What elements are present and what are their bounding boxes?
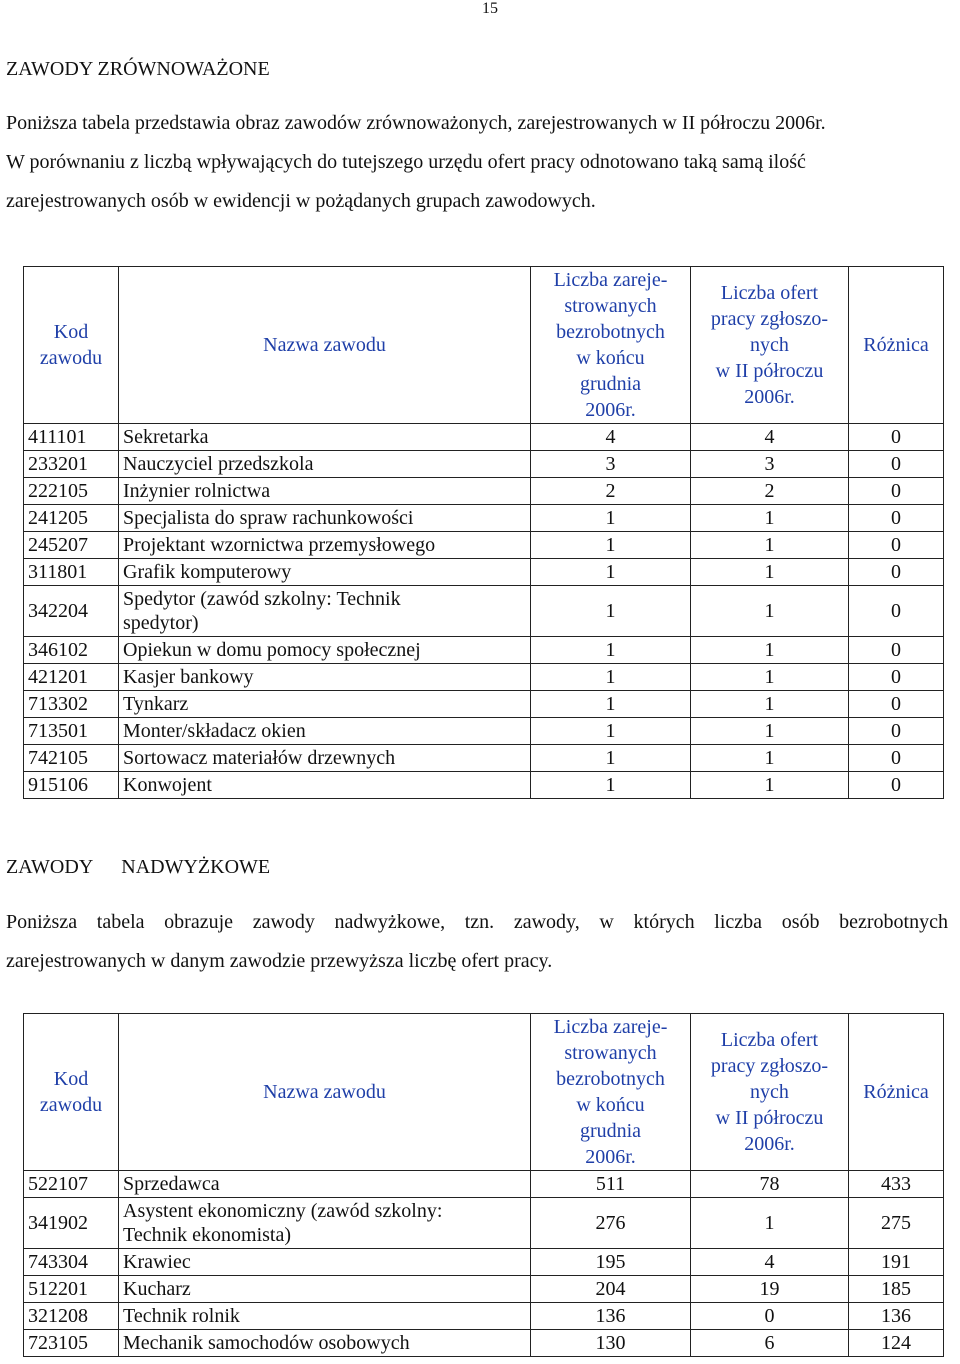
profession-name-line: Mechanik samochodów osobowych — [123, 1332, 410, 1354]
difference-value: 0 — [849, 478, 944, 505]
table-row — [24, 772, 944, 799]
intro-line: Poniższa tabela przedstawia obraz zawodów zrównoważonych, zarejestrowanych w II półroczu 2006r. — [6, 112, 826, 134]
registered-count: 195 — [531, 1249, 691, 1276]
offers-count: 3 — [691, 451, 849, 478]
registered-count: 1 — [531, 772, 691, 799]
section-heading-surplus — [6, 856, 270, 879]
header-offers: Liczba ofert pracy zgłoszo- nych w II półroczu 2006r. — [691, 267, 849, 424]
offers-count: 1 — [691, 745, 849, 772]
profession-name-line: Technik ekonomista) — [123, 1224, 291, 1246]
balanced-intro — [6, 104, 948, 221]
difference-value: 0 — [849, 664, 944, 691]
offers-count: 0 — [691, 1303, 849, 1330]
difference-value: 0 — [849, 745, 944, 772]
profession-name-line: Krawiec — [123, 1251, 191, 1273]
profession-name-line: Spedytor (zawód szkolny: Technik — [123, 588, 401, 610]
difference-value: 0 — [849, 559, 944, 586]
offers-count: 78 — [691, 1171, 849, 1198]
registered-count: 130 — [531, 1330, 691, 1357]
header-registered: Liczba zareje- strowanych bezrobotnych w końcu grudnia 2006r. — [531, 267, 691, 424]
profession-code: 713302 — [24, 691, 119, 718]
surplus-heading-word-2: NADWYŻKOWE — [121, 856, 271, 878]
table-row — [24, 664, 944, 691]
table-row — [24, 1249, 944, 1276]
registered-count: 3 — [531, 451, 691, 478]
header-code: Kod zawodu — [24, 267, 119, 424]
offers-count: 1 — [691, 718, 849, 745]
profession-name — [119, 1330, 531, 1357]
profession-name — [119, 664, 531, 691]
profession-code: 222105 — [24, 478, 119, 505]
profession-name — [119, 691, 531, 718]
table-row — [24, 532, 944, 559]
table-row — [24, 1171, 944, 1198]
difference-value: 0 — [849, 718, 944, 745]
header-name: Nazwa zawodu — [119, 1014, 531, 1171]
table-row — [24, 424, 944, 451]
header-code: Kod zawodu — [24, 1014, 119, 1171]
difference-value: 0 — [849, 424, 944, 451]
profession-name — [119, 559, 531, 586]
profession-code: 245207 — [24, 532, 119, 559]
profession-name-line: Kucharz — [123, 1278, 191, 1300]
profession-code: 512201 — [24, 1276, 119, 1303]
profession-code: 311801 — [24, 559, 119, 586]
registered-count: 1 — [531, 532, 691, 559]
profession-code: 713501 — [24, 718, 119, 745]
difference-value: 0 — [849, 505, 944, 532]
offers-count: 1 — [691, 637, 849, 664]
profession-code: 421201 — [24, 664, 119, 691]
profession-code: 241205 — [24, 505, 119, 532]
profession-name — [119, 1171, 531, 1198]
offers-count: 1 — [691, 559, 849, 586]
registered-count: 1 — [531, 664, 691, 691]
header-name: Nazwa zawodu — [119, 267, 531, 424]
profession-code: 742105 — [24, 745, 119, 772]
registered-count: 1 — [531, 559, 691, 586]
offers-count: 6 — [691, 1330, 849, 1357]
difference-value: 0 — [849, 532, 944, 559]
profession-name-line: Kasjer bankowy — [123, 666, 254, 688]
profession-name-line: Asystent ekonomiczny (zawód szkolny: — [123, 1200, 443, 1222]
profession-name-line: Konwojent — [123, 774, 212, 796]
offers-count: 1 — [691, 532, 849, 559]
offers-count: 1 — [691, 691, 849, 718]
difference-value: 185 — [849, 1276, 944, 1303]
table-row — [24, 451, 944, 478]
profession-name — [119, 772, 531, 799]
header-difference: Różnica — [849, 1014, 944, 1171]
registered-count: 1 — [531, 505, 691, 532]
offers-count: 1 — [691, 586, 849, 637]
table-row — [24, 1198, 944, 1249]
table-row — [24, 637, 944, 664]
profession-name-line: Technik rolnik — [123, 1305, 240, 1327]
profession-name-line: Projektant wzornictwa przemysłowego — [123, 534, 436, 556]
profession-code: 723105 — [24, 1330, 119, 1357]
intro-line: W porównaniu z liczbą wpływających do tutejszego urzędu ofert pracy odnotowano taką samą ilość — [6, 151, 806, 173]
profession-name — [119, 1276, 531, 1303]
offers-count: 4 — [691, 424, 849, 451]
registered-count: 204 — [531, 1276, 691, 1303]
difference-value: 0 — [849, 691, 944, 718]
offers-count: 1 — [691, 772, 849, 799]
difference-value: 0 — [849, 586, 944, 637]
profession-name — [119, 451, 531, 478]
table-row — [24, 691, 944, 718]
profession-code: 321208 — [24, 1303, 119, 1330]
profession-code: 233201 — [24, 451, 119, 478]
profession-code: 743304 — [24, 1249, 119, 1276]
profession-name-line: Nauczyciel przedszkola — [123, 453, 314, 475]
profession-name-line: Sekretarka — [123, 426, 209, 448]
difference-value: 124 — [849, 1330, 944, 1357]
difference-value: 433 — [849, 1171, 944, 1198]
profession-name — [119, 1303, 531, 1330]
profession-name — [119, 745, 531, 772]
profession-name-line: spedytor) — [123, 612, 199, 634]
offers-count: 1 — [691, 505, 849, 532]
profession-name-line: Specjalista do spraw rachunkowości — [123, 507, 414, 529]
profession-name-line: Opiekun w domu pomocy społecznej — [123, 639, 421, 661]
profession-code: 411101 — [24, 424, 119, 451]
surplus-intro-line-1: Poniższa tabela obrazuje zawody nadwyżkowe, tzn. zawody, w których liczba osób bezrobotnych — [6, 911, 948, 933]
table-row — [24, 505, 944, 532]
table-row — [24, 718, 944, 745]
table-row — [24, 745, 944, 772]
offers-count: 1 — [691, 1198, 849, 1249]
profession-name — [119, 1249, 531, 1276]
registered-count: 276 — [531, 1198, 691, 1249]
profession-code: 342204 — [24, 586, 119, 637]
header-difference: Różnica — [849, 267, 944, 424]
table-row — [24, 478, 944, 505]
registered-count: 1 — [531, 745, 691, 772]
registered-count: 2 — [531, 478, 691, 505]
difference-value: 0 — [849, 772, 944, 799]
difference-value: 0 — [849, 451, 944, 478]
profession-name — [119, 478, 531, 505]
registered-count: 136 — [531, 1303, 691, 1330]
profession-code: 522107 — [24, 1171, 119, 1198]
profession-code: 346102 — [24, 637, 119, 664]
profession-name-line: Sortowacz materiałów drzewnych — [123, 747, 396, 769]
table-row — [24, 586, 944, 637]
difference-value: 191 — [849, 1249, 944, 1276]
profession-name — [119, 718, 531, 745]
profession-name-line: Sprzedawca — [123, 1173, 220, 1195]
difference-value: 0 — [849, 637, 944, 664]
profession-name-line: Tynkarz — [123, 693, 189, 715]
difference-value: 275 — [849, 1198, 944, 1249]
profession-code: 915106 — [24, 772, 119, 799]
header-registered: Liczba zareje- strowanych bezrobotnych w końcu grudnia 2006r. — [531, 1014, 691, 1171]
profession-name-line: Monter/składacz okien — [123, 720, 306, 742]
surplus-heading-word-1: ZAWODY — [6, 856, 94, 878]
header-offers: Liczba ofert pracy zgłoszo- nych w II półroczu 2006r. — [691, 1014, 849, 1171]
registered-count: 1 — [531, 691, 691, 718]
registered-count: 511 — [531, 1171, 691, 1198]
profession-name — [119, 505, 531, 532]
profession-name — [119, 532, 531, 559]
page-number: 15 — [482, 0, 498, 17]
registered-count: 1 — [531, 637, 691, 664]
profession-code: 341902 — [24, 1198, 119, 1249]
table-row — [24, 1276, 944, 1303]
table-row — [24, 1303, 944, 1330]
profession-name — [119, 637, 531, 664]
intro-line: zarejestrowanych osób w ewidencji w pożądanych grupach zawodowych. — [6, 190, 596, 212]
registered-count: 4 — [531, 424, 691, 451]
profession-name — [119, 586, 531, 637]
offers-count: 2 — [691, 478, 849, 505]
balanced-professions-table — [23, 266, 944, 799]
registered-count: 1 — [531, 718, 691, 745]
profession-name-line: Grafik komputerowy — [123, 561, 292, 583]
table-row — [24, 559, 944, 586]
offers-count: 4 — [691, 1249, 849, 1276]
surplus-professions-table — [23, 1013, 944, 1357]
table-row — [24, 1330, 944, 1357]
profession-name — [119, 1198, 531, 1249]
profession-name — [119, 424, 531, 451]
offers-count: 1 — [691, 664, 849, 691]
difference-value: 136 — [849, 1303, 944, 1330]
registered-count: 1 — [531, 586, 691, 637]
surplus-intro-line-2: zarejestrowanych w danym zawodzie przewyższa liczbę ofert pracy. — [6, 950, 553, 972]
profession-name-line: Inżynier rolnictwa — [123, 480, 271, 502]
section-heading-balanced: ZAWODY ZRÓWNOWAŻONE — [6, 58, 270, 80]
offers-count: 19 — [691, 1276, 849, 1303]
